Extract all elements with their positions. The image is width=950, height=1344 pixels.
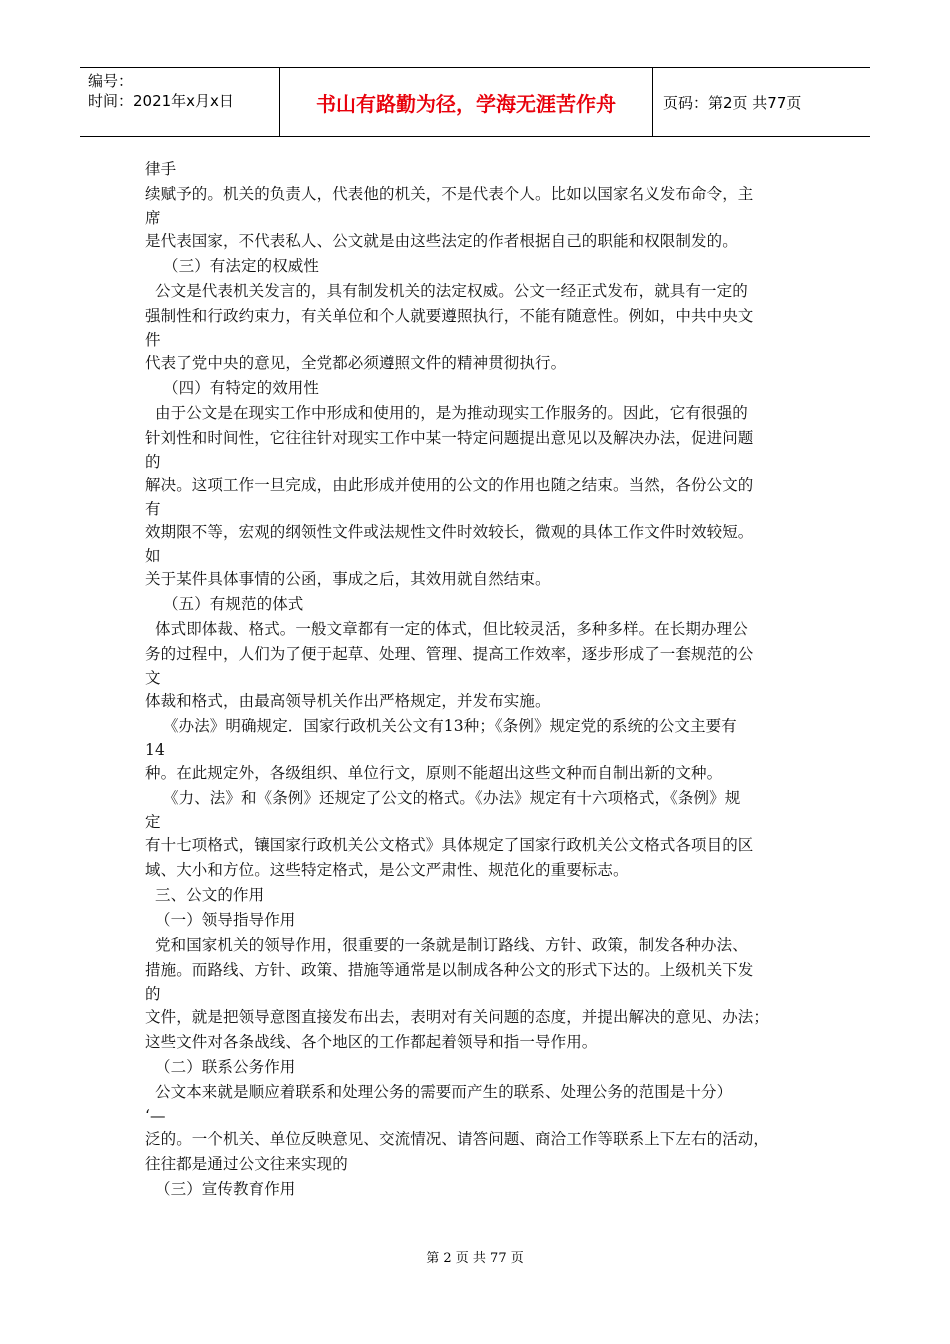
section-heading: （四）有特定的效用性 xyxy=(163,379,320,397)
text-line: 措施。而路线、方针、政策、措施等通常是以制成各种公文的形式下达的。上级机关下发 xyxy=(145,961,754,979)
text-line: 文 xyxy=(145,669,161,687)
text-line: 党和国家机关的领导作用，很重要的一条就是制订路线、方针、政策，制发各种办法、 xyxy=(155,936,748,954)
text-line: 《力、法》和《条例》还规定了公文的格式。《办法》规定有十六项格式，《条例》规 xyxy=(163,789,741,807)
text-line: 关于某件具体事情的公函，事成之后，其效用就自然结束。 xyxy=(145,570,551,588)
section-heading: （一）领导指导作用 xyxy=(155,911,296,929)
text-line: 14 xyxy=(145,741,165,759)
text-line: 的 xyxy=(145,453,161,471)
text-line: 务的过程中，人们为了便于起草、处理、管理、提高工作效率，逐步形成了一套规范的公 xyxy=(145,645,754,663)
header-table xyxy=(80,67,870,137)
header-page-info: 页码：第2页 共77页 xyxy=(663,93,802,112)
text-line: 往往都是通过公文往来实现的 xyxy=(145,1155,348,1173)
text-line: 效期限不等，宏观的纲领性文件或法规性文件时效较长，微观的具体工作文件时效较短。 xyxy=(145,523,754,541)
section-heading: （三）有法定的权威性 xyxy=(163,257,320,275)
header-meta-cell xyxy=(80,68,280,136)
text-line: 域、大小和方位。这些特定格式，是公文严肃性、规范化的重要标志。 xyxy=(145,861,629,879)
text-line: 泛的。一个机关、单位反映意见、交流情况、请答问题、商洽工作等联系上下左右的活动， xyxy=(145,1130,770,1148)
text-line: 续赋予的。机关的负责人，代表他的机关，不是代表个人。比如以国家名义发布命令，主 xyxy=(145,185,754,203)
text-line: 解决。这项工作一旦完成，由此形成并使用的公文的作用也随之结束。当然，各份公文的 xyxy=(145,476,754,494)
text-line: 体裁和格式，由最高领导机关作出严格规定，并发布实施。 xyxy=(145,692,551,710)
text-line: 针刘性和时间性，它往往针对现实工作中某一特定问题提出意见以及解决办法，促进问题 xyxy=(145,429,754,447)
text-line: 这些文件对各条战线、各个地区的工作都起着领导和指一导作用。 xyxy=(145,1033,598,1051)
text-line: 定 xyxy=(145,813,161,831)
text-line: 体式即体裁、格式。一般文章都有一定的体式，但比较灵活，多种多样。在长期办理公 xyxy=(155,620,748,638)
header-motto: 书山有路勤为径，学海无涯苦作舟 xyxy=(280,68,653,136)
chapter-heading: 三、公文的作用 xyxy=(155,886,265,904)
page-footer: 第 2 页 共 77 页 xyxy=(426,1251,524,1266)
text-line: 公文是代表机关发言的，具有制发机关的法定权威。公文一经正式发布，就具有一定的 xyxy=(155,282,748,300)
text-line: 由于公文是在现实工作中形成和使用的，是为推动现实工作服务的。因此，它有很强的 xyxy=(155,404,748,422)
text-line: 代表了党中央的意见，全党都必须遵照文件的精神贯彻执行。 xyxy=(145,354,567,372)
text-line: 文件，就是把领导意图直接发布出去，表明对有关问题的态度，并提出解决的意见、办法； xyxy=(145,1008,770,1026)
section-heading: （五）有规范的体式 xyxy=(163,595,304,613)
document-time-label: 时间：2021年x月x日 xyxy=(88,92,234,110)
text-line: 如 xyxy=(145,547,161,565)
text-line: 的 xyxy=(145,985,161,1003)
text-line: 公文本来就是顺应着联系和处理公务的需要而产生的联系、处理公务的范围是十分） xyxy=(155,1083,733,1101)
text-line: 《办法》明确规定．国家行政机关公文有13种；《条例》规定党的系统的公文主要有 xyxy=(163,717,737,735)
section-heading: （三）宣传教育作用 xyxy=(155,1180,296,1198)
body-text xyxy=(145,157,817,1202)
text-line: 件 xyxy=(145,331,161,349)
text-line: 种。在此规定外，各级组织、单位行文，原则不能超出这些文种而自制出新的文种。 xyxy=(145,764,723,782)
text-line: 强制性和行政约束力，有关单位和个人就要遵照执行，不能有随意性。例如，中共中央文 xyxy=(145,307,754,325)
text-line: 有十七项格式，镶国家行政机关公文格式》具体规定了国家行政机关公文格式各项目的区 xyxy=(145,836,754,854)
text-line: 席 xyxy=(145,209,161,227)
text-line: 是代表国家，不代表私人、公文就是由这些法定的作者根据自己的职能和权限制发的。 xyxy=(145,232,738,250)
text-line: 有 xyxy=(145,500,161,518)
section-heading: （二）联系公务作用 xyxy=(155,1058,296,1076)
document-number-label: 编号： xyxy=(88,72,134,90)
text-line: ‘— xyxy=(145,1107,166,1125)
text-line: 律手 xyxy=(145,160,177,178)
